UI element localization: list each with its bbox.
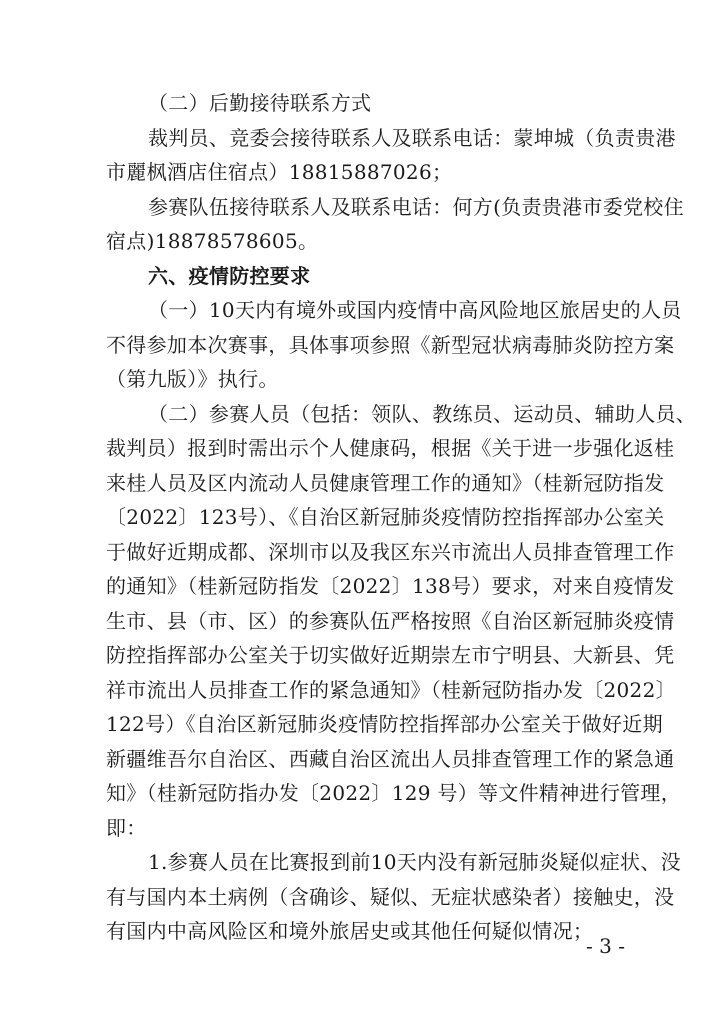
- text-line: 有与国内本土病例（含确诊、疑似、无症状感染者）接触史，没: [106, 884, 675, 909]
- text-line: 祥市流出人员排查工作的紧急通知》（桂新冠防指办发〔2022〕: [106, 677, 676, 702]
- text-line: 不得参加本次赛事，具体事项参照《新型冠状病毒肺炎防控方案: [106, 332, 675, 357]
- text-line: 的通知》（桂新冠防指发〔2022〕138号）要求，对来自疫情发: [106, 574, 675, 598]
- document-body: [106, 86, 697, 949]
- page-number: - 3 -: [586, 934, 625, 958]
- text-line: 1.参赛人员在比赛报到前10天内没有新冠肺炎疑似症状、没: [148, 850, 681, 874]
- text-line: 市麗枫酒店住宿点）18815887026；: [106, 160, 453, 184]
- text-line: 即：: [106, 815, 147, 840]
- text-line: 来桂人员及区内流动人员健康管理工作的通知》（桂新冠防指发: [106, 470, 665, 495]
- text-line: 生市、县（市、区）的参赛队伍严格按照《自治区新冠肺炎疫情: [106, 608, 675, 633]
- text-line: 宿点)18878578605。: [106, 229, 319, 253]
- text-line: 有国内中高风险区和境外旅居史或其他任何疑似情况；: [106, 919, 594, 943]
- text-line: （二）后勤接待联系方式: [148, 91, 372, 115]
- text-line: 于做好近期成都、深圳市以及我区东兴市流出人员排查管理工作: [106, 539, 675, 564]
- paragraph-referee-contact: [106, 121, 676, 190]
- text-line: 知》（桂新冠防指办发〔2022〕129 号）等文件精神进行管理，: [106, 781, 682, 805]
- text-line: 参赛队伍接待联系人及联系电话：何方(负责贵港市委党校住: [148, 194, 684, 219]
- paragraph-item-1: [106, 845, 681, 949]
- section-heading-epidemic: [106, 259, 646, 294]
- text-line: 裁判员）报到时需出示个人健康码，根据《关于进一步强化返桂: [106, 436, 675, 460]
- section-subheading-logistics: [106, 86, 646, 121]
- text-line: （第九版）》执行。: [106, 367, 279, 391]
- paragraph-travel-history: [106, 293, 682, 397]
- text-line: 六、疫情防控要求: [148, 263, 311, 288]
- text-line: 防控指挥部办公室关于切实做好近期崇左市宁明县、大新县、凭: [106, 643, 675, 667]
- text-line: 122号）《自治区新冠肺炎疫情防控指挥部办公室关于做好近期: [106, 712, 663, 736]
- text-line: （二）参赛人员（包括：领队、教练员、运动员、辅助人员、: [148, 401, 697, 426]
- text-line: （一）10天内有境外或国内疫情中高风险地区旅居史的人员: [148, 298, 682, 322]
- text-line: 新疆维吾尔自治区、西藏自治区流出人员排查管理工作的紧急通: [106, 746, 675, 771]
- paragraph-health-code: [106, 397, 697, 846]
- paragraph-team-contact: [106, 190, 684, 259]
- text-line: 〔2022〕123号）、《自治区新冠肺炎疫情防控指挥部办公室关: [106, 505, 665, 529]
- text-line: 裁判员、竞委会接待联系人及联系电话：蒙坤城（负责贵港: [148, 125, 676, 150]
